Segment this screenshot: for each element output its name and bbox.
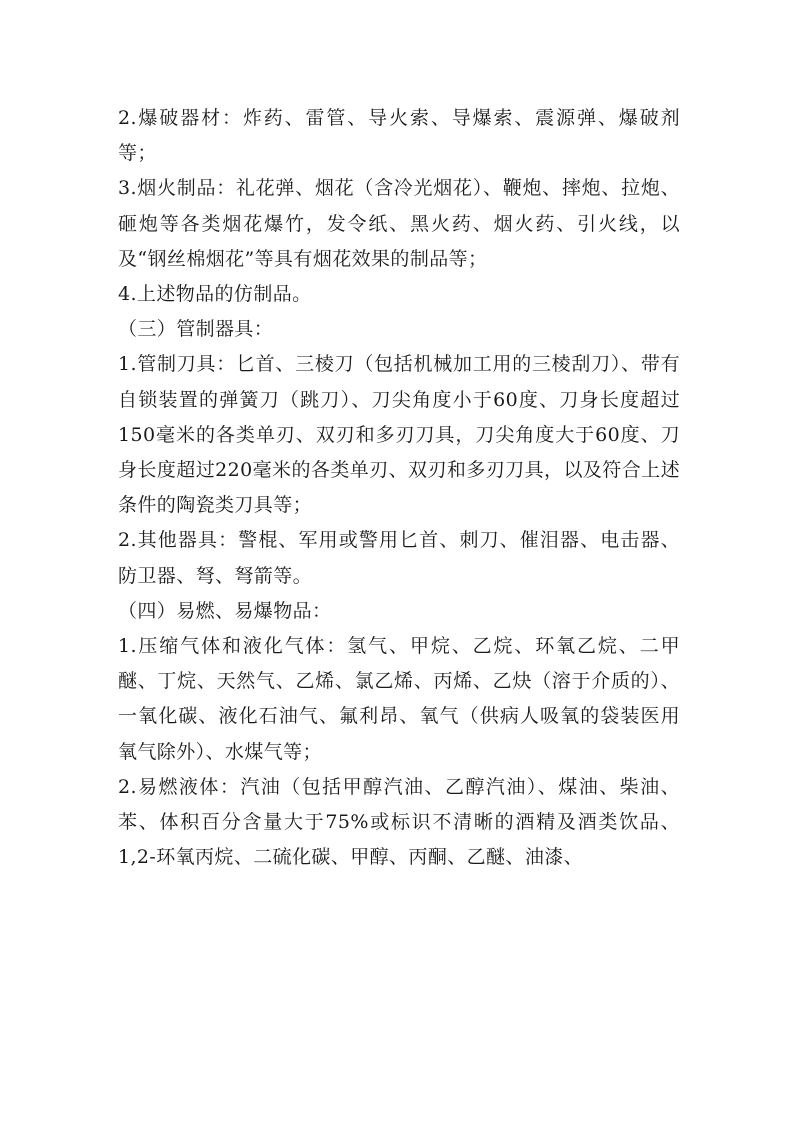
section-heading-controlled-instruments: （三）管制器具： [118,318,274,341]
item-controlled-knives: 1.管制刀具：匕首、三棱刀（包括机械加工用的三棱刮刀）、带有自锁装置的弹簧刀（跳刀）、刀尖角度小于60度、刀身长度超过150毫米的各类单刃、双刃和多刃刀具，刀尖角度大于60度、刀身长度超过220毫米的各类单刃、双刃和多刃刀具，以及符合上述条件的陶瓷类刀具等； [118,353,680,517]
item-compressed-gases: 1.压缩气体和液化气体：氢气、甲烷、乙烷、环氧乙烷、二甲醚、丁烷、天然气、乙烯、氯乙烯、丙烯、乙炔（溶于介质的）、一氧化碳、液化石油气、氟利昂、氧气（供病人吸氧的袋装医用氧气除外）、水煤气等； [118,635,680,763]
item-blasting-materials: 2.爆破器材：炸药、雷管、导火索、导爆索、震源弹、爆破剂等； [118,107,680,165]
section-heading-flammable-explosive: （四）易燃、易爆物品： [118,599,332,622]
item-fireworks-products: 3.烟火制品：礼花弹、烟花（含冷光烟花）、鞭炮、摔炮、拉炮、砸炮等各类烟花爆竹，发令纸、黑火药、烟火药、引火线，以及“钢丝棉烟花”等具有烟花效果的制品等； [118,177,680,270]
item-imitations: 4.上述物品的仿制品。 [118,283,312,306]
document-body [118,101,680,875]
item-other-instruments: 2.其他器具：警棍、军用或警用匕首、刺刀、催泪器、电击器、防卫器、弩、弩箭等。 [118,529,680,587]
item-flammable-liquids: 2.易燃液体：汽油（包括甲醇汽油、乙醇汽油）、煤油、柴油、苯、体积百分含量大于75%或标识不清晰的酒精及酒类饮品、1,2-环氧丙烷、二硫化碳、甲醇、丙酮、乙醚、油漆、 [118,775,680,869]
